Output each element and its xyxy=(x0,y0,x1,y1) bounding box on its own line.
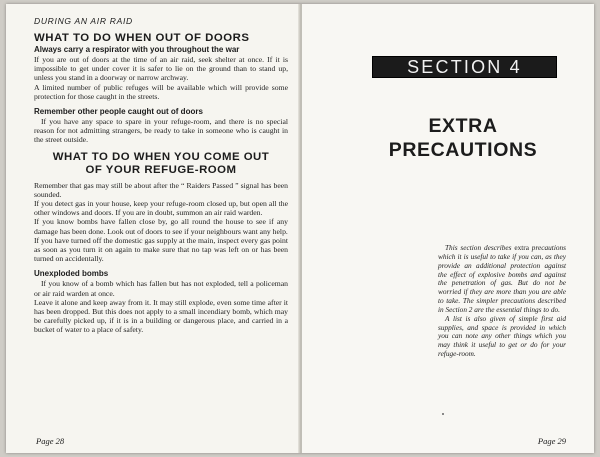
intro-paragraph-1 xyxy=(438,244,566,315)
right-page xyxy=(302,4,594,453)
paragraph-detect-gas: If you detect gas in your house, keep your refuge-room closed up, but open all the other windows and doors. If you are in doubt, summon an air raid warden. xyxy=(34,199,288,218)
page-number-right: Page 29 xyxy=(537,436,566,446)
paragraph-gas-about: Remember that gas may still be about after the “ Raiders Passed ” signal has been sounded. xyxy=(34,180,288,199)
section-intro xyxy=(438,244,566,359)
intro-text-before: This section describes xyxy=(445,243,515,252)
page-number-left: Page 28 xyxy=(36,436,65,446)
paragraph-gas-supply: If you have turned off the domestic gas supply at the main, inspect every gas point as soon as you turn it on again to make sure that no tap was left on or has been turned on accidentally. xyxy=(34,235,288,264)
intro-paragraph-2: A list is also given of simple first aid supplies, and space is provided in which you can note any other things which you may think it useful to get or do for your refuge-room. xyxy=(438,313,566,359)
heading-come-out-line1: WHAT TO DO WHEN YOU COME OUT xyxy=(52,150,270,163)
heading-come-out-line2: OF YOUR REFUGE-ROOM xyxy=(85,163,237,176)
subheading-respirator: Always carry a respirator with you throughout the war xyxy=(34,45,240,54)
paragraph-bombs-fallen: If you know bombs have fallen close by, go all round the house to see if any damage has been done. Look out of doors to see if your neighbours want any help. xyxy=(34,217,288,236)
heading-out-of-doors: WHAT TO DO WHEN OUT OF DOORS xyxy=(34,32,250,44)
intro-text-after: precautions which it is useful to take if you can, as they provide an additional protection against the effect of explosive bombs and against the penetration of gas. But do not be worried if they are more than you are able to take. The simpler precautions described in Section 2 are the essential things to do. xyxy=(438,243,566,314)
left-page-content xyxy=(34,16,288,335)
heading-remember-others: Remember other people caught out of doors xyxy=(34,107,203,117)
left-page xyxy=(6,4,300,453)
section-title xyxy=(332,114,594,162)
paragraph-tell-policeman: If you know of a bomb which has fallen but has not exploded, tell a policeman or air raid warden at once. xyxy=(34,279,288,298)
heading-unexploded-bombs: Unexploded bombs xyxy=(34,269,109,279)
paragraph-seek-shelter: If you are out of doors at the time of an air raid, seek shelter at once. If it is impossible to get under cover it is safer to lie on the ground than to stand up, unless you stand in a doorway or narrow archway. xyxy=(34,55,288,83)
section-banner: SECTION 4 xyxy=(372,56,557,78)
running-head: DURING AN AIR RAID xyxy=(34,16,133,26)
paragraph-leave-alone: Leave it alone and keep away from it. It may still explode, even some time after it has been dropped. But this does not apply to a small incendiary bomb, which may be carefully picked up, if it is in a building or dangerous place, and carried in a bucket of water to a place of safety. xyxy=(34,297,288,335)
print-speck xyxy=(442,413,444,415)
section-title-line1: EXTRA xyxy=(428,115,498,137)
section-title-line2: PRECAUTIONS xyxy=(388,139,538,161)
paragraph-spare-space: If you have any space to spare in your refuge-room, and there is no special reason for not admitting strangers, be ready to take in someone who is caught in the street outside. xyxy=(34,117,288,145)
intro-text-upright: extra xyxy=(514,243,529,252)
book-spread xyxy=(6,4,594,453)
paragraph-public-refuges: A limited number of public refuges will be available which will provide some protection for those caught in the streets. xyxy=(34,82,288,101)
